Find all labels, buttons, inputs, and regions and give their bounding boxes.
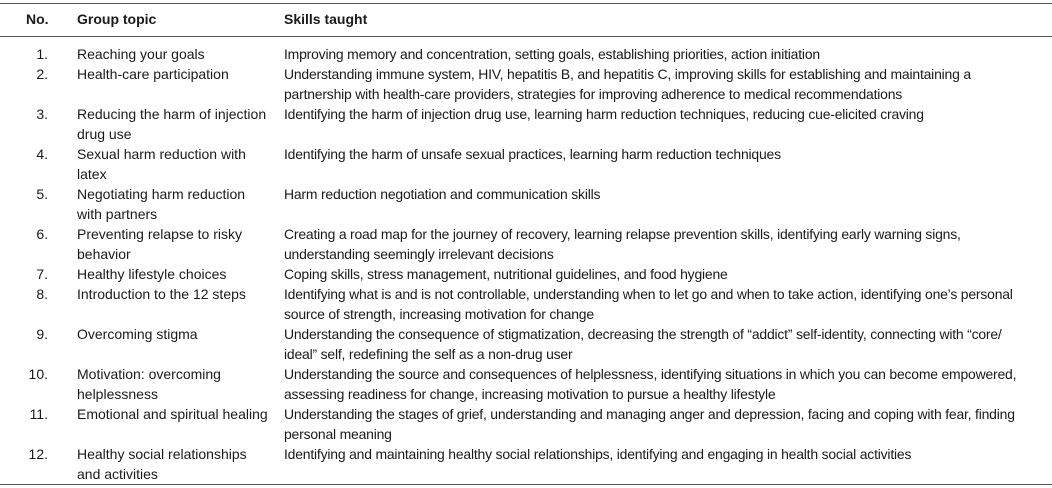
row-number: 2. xyxy=(36,66,48,82)
group-topic-line: with partners xyxy=(77,206,158,222)
skills-taught-line: Coping skills, stress management, nutritional guidelines, and food hygiene xyxy=(284,266,728,282)
table-row xyxy=(0,104,1052,144)
group-topic-line: Emotional and spiritual healing xyxy=(77,406,268,422)
skills-taught-line: Understanding the source and consequences of helplessness, identifying situations in which you can become empowered, xyxy=(284,366,1017,382)
skills-taught-line: Understanding the stages of grief, understanding and managing anger and depression, facing and coping with fear, finding xyxy=(284,406,1015,422)
group-topic-line: Motivation: overcoming xyxy=(77,366,221,382)
skills-taught-cell xyxy=(284,104,1052,124)
skills-taught-line: understanding seemingly irrelevant decisions xyxy=(284,246,554,262)
row-number: 10. xyxy=(28,366,48,382)
group-topic-line: Reducing the harm of injection xyxy=(77,106,267,122)
group-topic-cell xyxy=(77,364,277,404)
group-topic-line: Negotiating harm reduction xyxy=(77,186,246,202)
group-topic-line: Healthy lifestyle choices xyxy=(77,266,227,282)
header-skills-taught: Skills taught xyxy=(284,11,368,27)
group-topic-line: Introduction to the 12 steps xyxy=(77,286,246,302)
skills-taught-cell xyxy=(284,284,1052,324)
skills-taught-line: source of strength, increasing motivation for change xyxy=(284,306,594,322)
table-row xyxy=(0,264,1052,284)
table-bottom-rule xyxy=(0,484,1052,485)
row-number: 9. xyxy=(36,326,48,342)
group-topic-line: Sexual harm reduction with xyxy=(77,146,246,162)
table-row xyxy=(0,44,1052,64)
group-topic-line: behavior xyxy=(77,246,131,262)
skills-taught-cell xyxy=(284,144,1052,164)
skills-taught-cell xyxy=(284,404,1052,444)
table-row xyxy=(0,144,1052,184)
group-topic-cell xyxy=(77,284,277,304)
table-row xyxy=(0,404,1052,444)
row-number: 5. xyxy=(36,186,48,202)
skills-taught-cell xyxy=(284,364,1052,404)
row-number: 1. xyxy=(36,46,48,62)
skills-taught-line: assessing readiness for change, increasing motivation to pursue a healthy lifestyle xyxy=(284,386,776,402)
table-row xyxy=(0,284,1052,324)
group-topic-cell xyxy=(77,104,277,144)
row-number: 11. xyxy=(29,406,48,422)
skills-taught-line: Understanding immune system, HIV, hepatitis B, and hepatitis C, improving skills for establishing and maintaining a xyxy=(284,66,971,82)
skills-taught-cell xyxy=(284,264,1052,284)
skills-taught-cell xyxy=(284,44,1052,64)
skills-taught-cell xyxy=(284,64,1052,104)
skills-taught-line: Improving memory and concentration, setting goals, establishing priorities, action initiation xyxy=(284,46,820,62)
skills-taught-line: Identifying what is and is not controllable, understanding when to let go and when to take action, identifying one’s personal xyxy=(284,286,1013,302)
table-row xyxy=(0,444,1052,484)
table-row xyxy=(0,364,1052,404)
group-topic-cell xyxy=(77,324,277,344)
table-header-rule xyxy=(0,36,1052,37)
group-topic-line: Healthy social relationships xyxy=(77,446,247,462)
group-topic-line: and activities xyxy=(77,466,158,482)
group-topic-cell xyxy=(77,44,277,64)
group-topic-line: helplessness xyxy=(77,386,158,402)
skills-taught-line: Identifying and maintaining healthy social relationships, identifying and engaging in health social activities xyxy=(284,446,912,462)
skills-taught-cell xyxy=(284,184,1052,204)
group-topic-line: Health-care participation xyxy=(77,66,229,82)
group-topic-line: Preventing relapse to risky xyxy=(77,226,242,242)
table-row xyxy=(0,324,1052,364)
skills-taught-cell xyxy=(284,324,1052,364)
skills-taught-line: personal meaning xyxy=(284,426,392,442)
row-number: 4. xyxy=(36,146,48,162)
header-no: No. xyxy=(26,11,49,27)
skills-taught-cell xyxy=(284,444,1052,464)
group-topic-cell xyxy=(77,444,277,484)
skills-taught-line: partnership with health-care providers, strategies for improving adherence to medical recommendations xyxy=(284,86,903,102)
group-topic-line: Reaching your goals xyxy=(77,46,205,62)
row-number: 6. xyxy=(36,226,48,242)
group-topic-line: latex xyxy=(77,166,107,182)
group-topic-cell xyxy=(77,224,277,264)
table-row xyxy=(0,224,1052,264)
skills-taught-line: ideal” self, redefining the self as a non-drug user xyxy=(284,346,573,362)
group-topic-line: drug use xyxy=(77,126,132,142)
skills-taught-line: Identifying the harm of unsafe sexual practices, learning harm reduction techniques xyxy=(284,146,781,162)
table-row xyxy=(0,184,1052,224)
group-topic-cell xyxy=(77,144,277,184)
skills-taught-cell xyxy=(284,224,1052,264)
table-body xyxy=(0,44,1052,484)
row-number: 3. xyxy=(36,106,48,122)
table-top-rule xyxy=(0,3,1052,4)
group-topic-cell xyxy=(77,404,277,424)
group-topic-cell xyxy=(77,184,277,224)
skills-taught-line: Understanding the consequence of stigmatization, decreasing the strength of “addict” self-identity, connecting with “core/ xyxy=(284,326,1002,342)
skills-taught-line: Identifying the harm of injection drug use, learning harm reduction techniques, reducing cue-elicited craving xyxy=(284,106,924,122)
skills-taught-line: Creating a road map for the journey of recovery, learning relapse prevention skills, identifying early warning signs, xyxy=(284,226,961,242)
table-row xyxy=(0,64,1052,104)
skills-taught-line: Harm reduction negotiation and communication skills xyxy=(284,186,601,202)
group-topic-line: Overcoming stigma xyxy=(77,326,198,342)
row-number: 8. xyxy=(36,286,48,302)
group-topic-cell xyxy=(77,264,277,284)
group-topic-cell xyxy=(77,64,277,84)
row-number: 12. xyxy=(28,446,48,462)
row-number: 7. xyxy=(36,266,48,282)
header-group-topic: Group topic xyxy=(77,11,157,27)
